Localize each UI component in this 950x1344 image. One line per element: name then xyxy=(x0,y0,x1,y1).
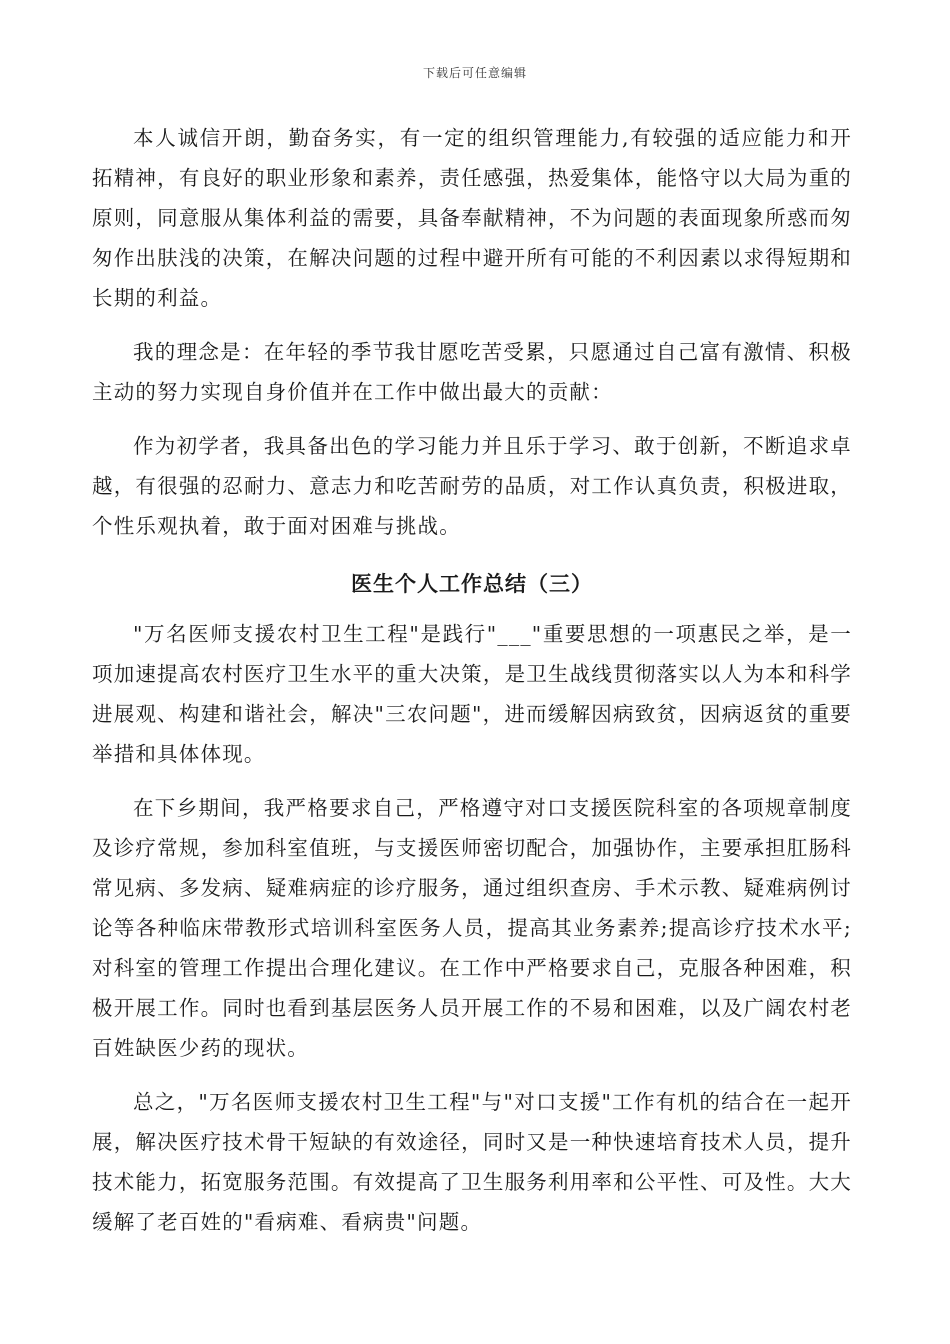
header-note: 下载后可任意编辑 xyxy=(422,66,527,80)
paragraph-conclusion: 总之，"万名医师支援农村卫生工程"与"对口支援"工作有机的结合在一起开展，解决医疗技术骨干短缺的有效途径，同时又是一种快速培育技术人员，提升技术能力，拓宽服务范围。有效提高了卫生服务利用率和公平性、可及性。大大缓解了老百姓的"看病难、看病贵"问题。 xyxy=(92,1090,852,1234)
paragraph-intro-traits: 本人诚信开朗，勤奋务实，有一定的组织管理能力,有较强的适应能力和开拓精神，有良好的职业形象和素养，责任感强，热爱集体，能恪守以大局为重的原则，同意服从集体利益的需要，具备奉献精神，不为问题的表面现象所惑而匆匆作出肤浅的决策，在解决问题的过程中避开所有可能的不利因素以求得短期和长期的利益。 xyxy=(92,126,852,310)
paragraph-learner: 作为初学者，我具备出色的学习能力并且乐于学习、敢于创新，不断追求卓越，有很强的忍耐力、意志力和吃苦耐劳的品质，对工作认真负责，积极进取，个性乐观执着，敢于面对困难与挑战。 xyxy=(92,434,852,538)
paragraph-countryside-work: 在下乡期间，我严格要求自己，严格遵守对口支援医院科室的各项规章制度及诊疗常规，参加科室值班，与支援医师密切配合，加强协作，主要承担肛肠科常见病、多发病、疑难病症的诊疗服务，通过组织查房、手术示教、疑难病例讨论等各种临床带教形式培训科室医务人员，提高其业务素养;提高诊疗技术水平;对科室的管理工作提出合理化建议。在工作中严格要求自己，克服各种困难，积极开展工作。同时也看到基层医务人员开展工作的不易和困难，以及广阔农村老百姓缺医少药的现状。 xyxy=(92,796,852,1060)
section-title: 医生个人工作总结（三） xyxy=(351,572,593,596)
paragraph-project-intro: "万名医师支援农村卫生工程"是践行"___"重要思想的一项惠民之举，是一项加速提高农村医疗卫生水平的重大决策，是卫生战线贯彻落实以人为本和科学进展观、构建和谐社会，解决"三农问题"，进而缓解因病致贫，因病返贫的重要举措和具体体现。 xyxy=(92,622,852,766)
paragraph-philosophy: 我的理念是：在年轻的季节我甘愿吃苦受累，只愿通过自己富有激情、积极主动的努力实现自身价值并在工作中做出最大的贡献： xyxy=(92,340,852,404)
document-body xyxy=(92,118,852,1256)
